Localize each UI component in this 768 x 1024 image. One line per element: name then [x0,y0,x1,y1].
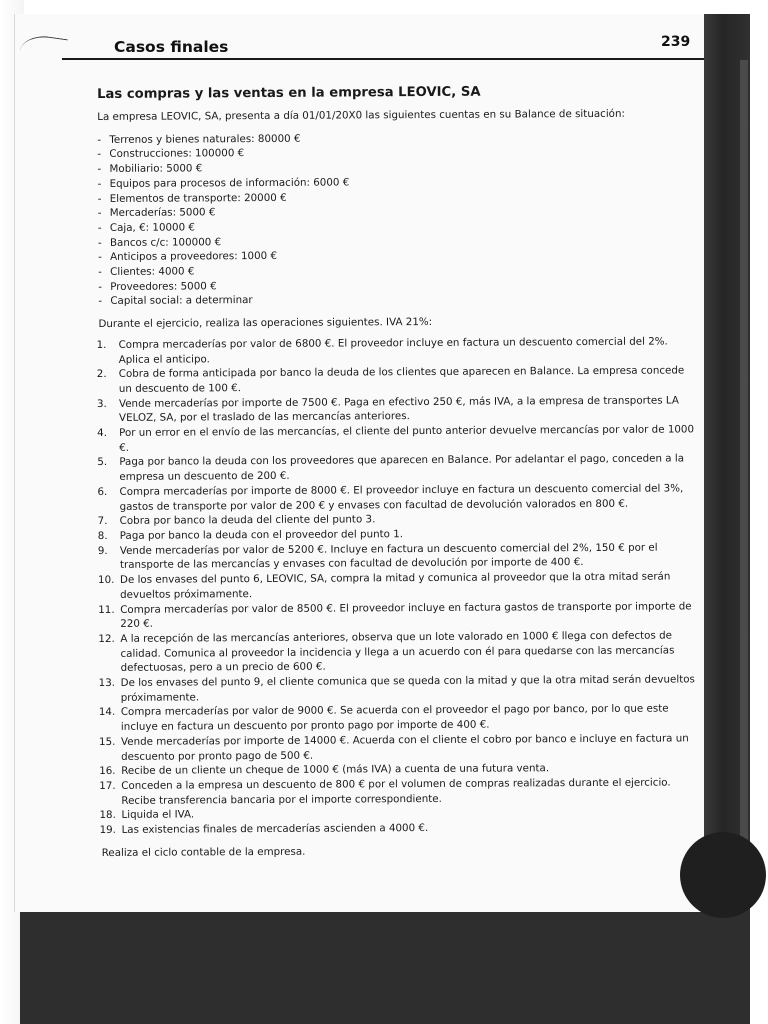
book-spine-strip [740,60,748,910]
case-intro: La empresa LEOVIC, SA, presenta a día 01/01/20X0 las siguientes cuentas en su Balance de situación: [97,107,625,123]
operation-text: Conceden a la empresa un descuento de 800 € por el volumen de compras realizadas durante el ejercicio. Recibe transferencia bancaria por el importe correspondiente. [121,776,671,807]
operation-item [98,731,701,764]
operation-number: 10. [97,573,115,587]
operation-text: De los envases del punto 9, el cliente comunica que se queda con la mitad y que la otra mitad serán devueltos próximamente. [120,673,695,704]
account-item: - Mobiliario: 5000 € [97,158,697,176]
operation-number: 14. [98,706,116,719]
operation-item [99,819,702,837]
operation-item [96,364,699,397]
account-item: - Construcciones: 100000 € [97,144,697,162]
account-item: - Anticipos a proveedores: 1000 € [98,247,698,265]
operation-number: 8. [97,529,108,542]
operation-text: A la recepción de las mercancías anteriores, observa que un lote valorado en 1000 € llega con defectos de calidad. Comunica al proveedor la incidencia y llega a un acuerdo con él para quedarse con las mercancías defectuosas, pero a un precio de 600 €. [120,629,675,675]
operation-item [98,672,701,705]
account-item: - Caja, €: 10000 € [98,217,698,235]
running-header-title: Casos finales [114,38,229,56]
operation-text: Recibe de un cliente un cheque de 1000 € (más IVA) a cuenta de una futura venta. [121,762,550,778]
operation-number: 1. [96,338,107,351]
operation-number: 19. [99,823,116,837]
closing-instruction: Realiza el ciclo contable de la empresa. [101,845,306,859]
account-item: - Bancos c/c: 100000 € [98,232,698,250]
operation-item [99,422,699,455]
operations-list [96,334,702,838]
operation-item [97,569,700,602]
operation-number: 18. [99,809,116,822]
operation-text: Paga por banco la deuda con el proveedor del punto 1. [119,528,404,542]
case-content [97,82,702,860]
account-item: - Equipos para procesos de información: 6000 € [98,173,698,191]
operation-item [96,393,699,426]
scanner-bottom-shadow [20,912,750,1024]
operation-text: Compra mercaderías por valor de 6800 €. El proveedor incluye en factura un descuento comercial del 2%. Aplica el anticipo. [118,335,668,366]
operation-number: 5. [97,456,108,469]
operations-intro: Durante el ejercicio, realiza las operaciones siguientes. IVA 21%: [98,316,433,331]
account-item: - Proveedores: 5000 € [98,276,698,294]
operation-item [100,599,700,632]
account-item: - Elementos de transporte: 20000 € [98,188,698,206]
operation-number: 9. [97,544,108,557]
operation-number: 11. [98,603,115,616]
balance-accounts-list [97,129,698,309]
page-number: 239 [661,34,691,50]
operation-number: 7. [97,515,108,528]
operation-text: De los envases del punto 6, LEOVIC, SA, compra la mitad y comunica al proveedor que la otra mitad serán devueltos próximamente. [119,570,671,601]
operation-item [101,775,701,808]
operation-text: Compra mercaderías por valor de 8500 €. El proveedor incluye en factura gastos de transporte por importe de 220 €. [120,599,692,631]
operation-item [96,334,699,367]
operation-item [98,702,701,735]
operation-number: 4. [97,427,107,440]
account-item: - Capital social: a determinar [98,291,698,309]
operation-number: 3. [96,397,107,410]
operation-text: Compra mercaderías por valor de 9000 €. Se acuerda con el proveedor el pago por banco, por lo que este incluye en factura un descuento por pronto pago por importe de 400 €. [120,702,669,733]
operation-number: 12. [98,632,115,645]
operation-text: Cobra por banco la deuda del cliente del punto 3. [119,513,376,528]
account-item: - Mercaderías: 5000 € [98,203,698,221]
operation-item [99,481,699,514]
operation-text: Por un error en el envío de las mercancías, el cliente del punto anterior devuelve mercancías por valor de 1000 €. [119,423,695,454]
operation-text: Vende mercaderías por valor de 5200 €. Incluye en factura un descuento comercial del 2%, 150 € por el transporte de las mercancías y envases con facultad de devolución por importe de 400 €. [119,541,658,572]
operation-number: 16. [99,765,116,778]
operation-text: Liquida el IVA. [121,808,195,822]
account-item: - Terrenos y bienes naturales: 80000 € [97,129,697,147]
operation-number: 6. [97,485,108,498]
operation-text: Paga por banco la deuda con los proveedores que aparecen en Balance. Por adelantar el pago, conceden a la empresa un descuento de 200 €. [119,452,685,484]
operation-text: Compra mercaderías por importe de 8000 €. El proveedor incluye en factura un descuento comercial del 3%, gastos de transporte por valor de 200 € y envases con facultad de devolución valorados en 800 €. [119,482,684,513]
operation-text: Vende mercaderías por importe de 14000 €. Acuerda con el cliente el cobro por banco e incluye en factura un descuento por pronto pago de 500 €. [120,732,689,763]
account-item: - Clientes: 4000 € [98,261,698,279]
operation-number: 15. [98,735,116,748]
operation-text: Cobra de forma anticipada por banco la deuda de los clientes que aparecen en Balance. La empresa concede un descuento de 100 €. [118,364,685,395]
operation-item [100,628,700,676]
operation-number: 13. [98,676,116,690]
operation-item [99,452,699,485]
operation-text: Vende mercaderías por importe de 7500 €. Paga en efectivo 250 €, más IVA, a la empresa de transportes LA VELOZ, SA, por el traslado de las mercancías anteriores. [118,394,679,425]
operation-text: Las existencias finales de mercaderías ascienden a 4000 €. [121,822,429,836]
operation-number: 17. [99,779,116,792]
operation-number: 2. [96,368,107,381]
header-rule [62,58,704,60]
operation-item [97,540,700,573]
case-title: Las compras y las ventas en la empresa LEOVIC, SA [97,84,481,102]
